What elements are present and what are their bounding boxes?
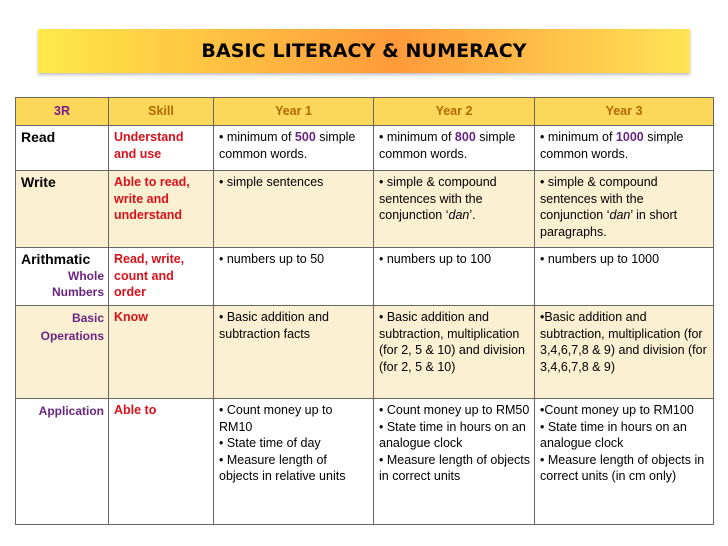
- write-year-3: • simple & compound sentences with the conjunction ‘dan’ in short paragraphs.: [535, 171, 714, 248]
- list-item: • Count money up to RM10: [219, 403, 333, 434]
- arithmatic-year-2: • numbers up to 100: [374, 248, 535, 306]
- write-year-2: • simple & compound sentences with the conjunction ‘dan’.: [374, 171, 535, 248]
- header-row: [16, 98, 714, 126]
- whole-numbers-label: Whole Numbers: [51, 268, 104, 299]
- read-year-3: • minimum of 1000 simple common words.: [535, 126, 714, 171]
- skill-basic-operations: Know: [109, 306, 214, 399]
- row-arithmatic: [16, 248, 714, 306]
- application-year-2: [374, 399, 535, 525]
- skill-write: Able to read, write and understand: [109, 171, 214, 248]
- header-year-1: Year 1: [214, 98, 374, 126]
- basic-operations-year-2: • Basic addition and subtraction, multiplication (for 2, 5 & 10) and division (for 2, 5 & 10): [374, 306, 535, 399]
- skill-arithmatic: Read, write, count and order: [109, 248, 214, 306]
- application-year-3: [535, 399, 714, 525]
- read-year-1: • minimum of 500 simple common words.: [214, 126, 374, 171]
- header-year-2: Year 2: [374, 98, 535, 126]
- row-label-application: Application: [16, 399, 109, 525]
- curriculum-table: [15, 97, 714, 525]
- list-item: • State time of day: [219, 436, 321, 450]
- list-item: • Count money up to RM50: [379, 403, 530, 417]
- row-label-read: Read: [16, 126, 109, 171]
- header-3r: 3R: [16, 98, 109, 126]
- page-title: BASIC LITERACY & NUMERACY: [201, 40, 527, 62]
- basic-operations-year-3: •Basic addition and subtraction, multiplication (for 3,4,6,7,8 & 9) and division (for 3,4,6,7,8 & 9): [535, 306, 714, 399]
- arithmatic-year-1: • numbers up to 50: [214, 248, 374, 306]
- basic-operations-year-1: • Basic addition and subtraction facts: [214, 306, 374, 399]
- skill-application: Able to: [109, 399, 214, 525]
- row-label-arithmatic: [16, 248, 109, 306]
- skill-read: Understand and use: [109, 126, 214, 171]
- list-item: • State time in hours on an analogue clock: [379, 419, 526, 450]
- row-basic-operations: [16, 306, 714, 399]
- row-read: [16, 126, 714, 171]
- list-item: • Measure length of objects in correct units (in cm only): [540, 452, 705, 483]
- application-year-1: [214, 399, 374, 525]
- header-skill: Skill: [109, 98, 214, 126]
- row-label-basic-operations: Basic Operations: [16, 306, 109, 399]
- list-item: • State time in hours on an analogue clock: [540, 419, 687, 450]
- row-write: [16, 171, 714, 248]
- arithmatic-label: Arithmatic: [21, 251, 91, 267]
- header-year-3: Year 3: [535, 98, 714, 126]
- list-item: • Measure length of objects in relative units: [219, 452, 346, 483]
- row-label-write: Write: [16, 171, 109, 248]
- title-banner: [38, 29, 690, 73]
- row-application: [16, 399, 714, 525]
- write-year-1: • simple sentences: [214, 171, 374, 248]
- read-year-2: • minimum of 800 simple common words.: [374, 126, 535, 171]
- arithmatic-year-3: • numbers up to 1000: [535, 248, 714, 306]
- list-item: •Count money up to RM100: [540, 403, 694, 417]
- list-item: • Measure length of objects in correct units: [379, 452, 530, 483]
